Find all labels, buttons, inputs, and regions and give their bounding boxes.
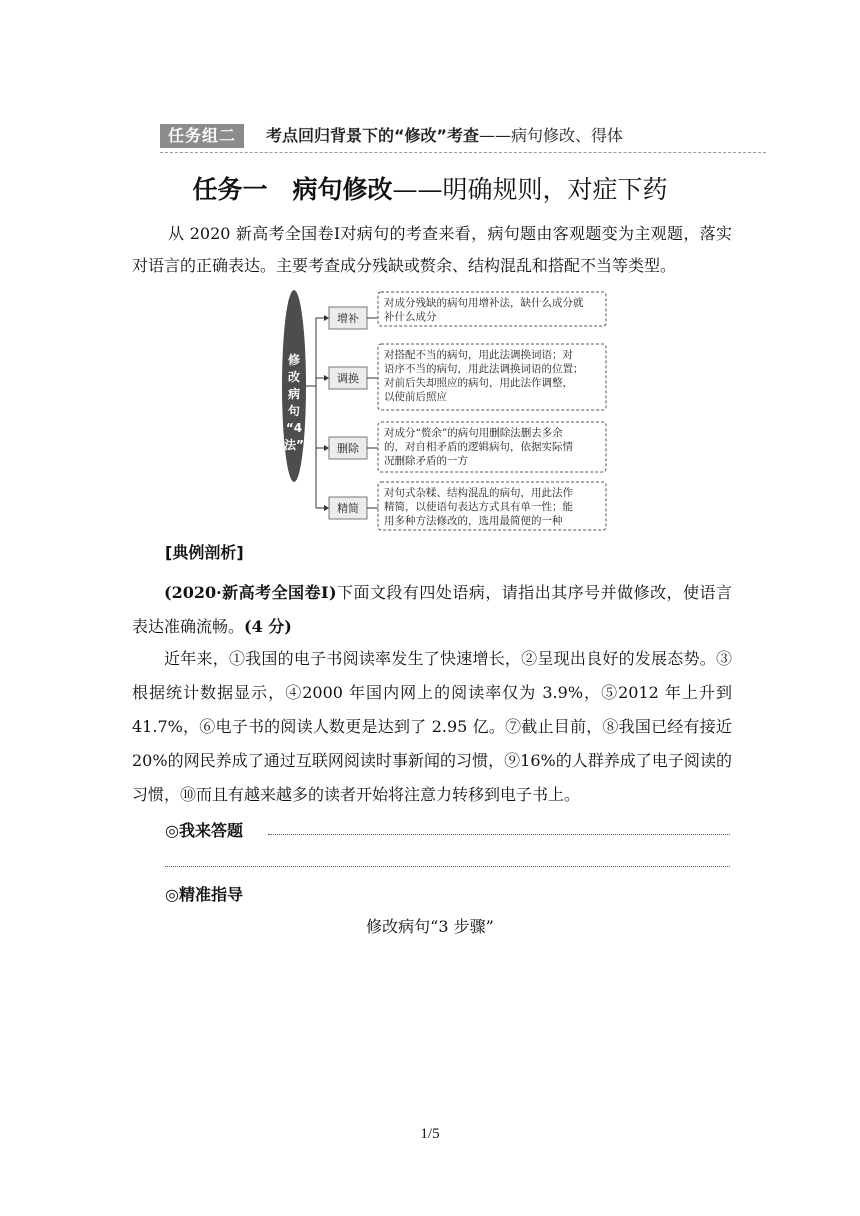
task-group-title xyxy=(266,124,623,148)
diagram-method-desc-line: 补什么成分 xyxy=(384,311,437,323)
example-question xyxy=(132,576,732,644)
diagram-root-char: 修 xyxy=(287,353,301,367)
task-title-main: 任务一 病句修改 xyxy=(192,175,393,204)
diagram-method-label: 增补 xyxy=(337,312,359,325)
example-score: (4 分) xyxy=(244,617,292,636)
example-passage-text: 近年来，①我国的电子书阅读率发生了快速增长，②呈现出良好的发展态势。③根据统计数据显示，④2000 年国内网上的阅读率仅为 3.9%，⑤2012 年上升到 41.7%，⑥电子书的阅读人数更是达到了 2.95 亿。⑦截止目前，⑧我国已经有接近 20%的网民养成了通过互联网阅读时事新闻的习惯，⑨16%的人群养成了电子阅读的习惯，⑩而且有越来越多的读者开始将注意力转移到电子书上。 xyxy=(132,649,732,804)
diagram-method-4 xyxy=(316,482,606,530)
example-source: (2020·新高考全国卷Ⅰ) xyxy=(164,583,337,602)
task-group-title-main: 考点回归背景下的“修改”考查 xyxy=(266,126,480,145)
diagram-method-desc-line: 对成分残缺的病句用增补法，缺什么成分就 xyxy=(384,297,584,309)
diagram-method-label: 删除 xyxy=(337,442,359,455)
diagram-method-desc-line: 用多种方法修改的，选用最简便的一种 xyxy=(384,515,563,527)
task-group-title-sub: ——病句修改、得体 xyxy=(479,126,624,145)
diagram-root-char: 病 xyxy=(287,387,301,401)
diagram-root-char: 改 xyxy=(287,370,301,384)
diagram-method-desc-line: 精简，以使语句表达方式具有单一性；能 xyxy=(384,501,573,513)
diagram-method-desc-line: 语序不当的病句，用此法调换词语的位置； xyxy=(384,363,584,375)
diagram-method-desc-line: 以使前后照应 xyxy=(384,391,447,403)
diagram-method-desc-line: 对句式杂糅、结构混乱的病句，用此法作 xyxy=(384,487,573,499)
diagram-root-char: “4 xyxy=(285,421,303,435)
example-passage xyxy=(132,642,732,812)
steps-caption: 修改病句“3 步骤” xyxy=(366,917,494,936)
diagram-method-3 xyxy=(316,422,606,472)
example-instruction: 下面文段有四处语病，请指出其序号并做修改，使语言表达准确流畅。 xyxy=(132,583,732,636)
diagram-method-desc-line: 对前后失却照应的病句，用此法作调整， xyxy=(384,377,573,389)
diagram-root-shape xyxy=(282,290,306,482)
task-title xyxy=(0,172,860,208)
answer-line[interactable] xyxy=(165,866,730,867)
task-group-header xyxy=(160,124,766,153)
diagram-method-desc-line: 对搭配不当的病句，用此法调换词语；对 xyxy=(384,349,573,361)
diagram-method-1 xyxy=(316,292,606,329)
guide-label: ◎精准指导 xyxy=(165,885,243,904)
diagram-method-2 xyxy=(316,344,606,410)
diagram-method-label: 精简 xyxy=(337,502,359,515)
diagram-method-desc-line: 况删除矛盾的一方 xyxy=(384,455,468,467)
diagram-method-desc-line: 对成分“赘余”的病句用删除法删去多余 xyxy=(384,427,563,439)
diagram-root-char: 句 xyxy=(287,404,301,418)
diagram-method-desc-line: 的，对自相矛盾的逻辑病句，依据实际情 xyxy=(384,441,573,453)
four-methods-diagram xyxy=(280,290,610,534)
intro-paragraph: 从 2020 新高考全国卷Ⅰ对病句的考查来看，病句题由客观题变为主观题，落实对语言的正确表达。主要考查成分残缺或赘余、结构混乱和搭配不当等类型。 xyxy=(132,224,732,275)
example-section-heading: [典例剖析] xyxy=(165,543,244,562)
diagram-root-char: 法” xyxy=(284,438,304,452)
task-group-tag: 任务组二 xyxy=(160,124,244,148)
answer-line[interactable] xyxy=(268,834,730,835)
diagram-method-label: 调换 xyxy=(337,372,359,385)
page-number: 1/5 xyxy=(420,1126,440,1142)
answer-label: ◎我来答题 xyxy=(165,821,243,840)
task-title-sub: ——明确规则，对症下药 xyxy=(392,175,668,204)
